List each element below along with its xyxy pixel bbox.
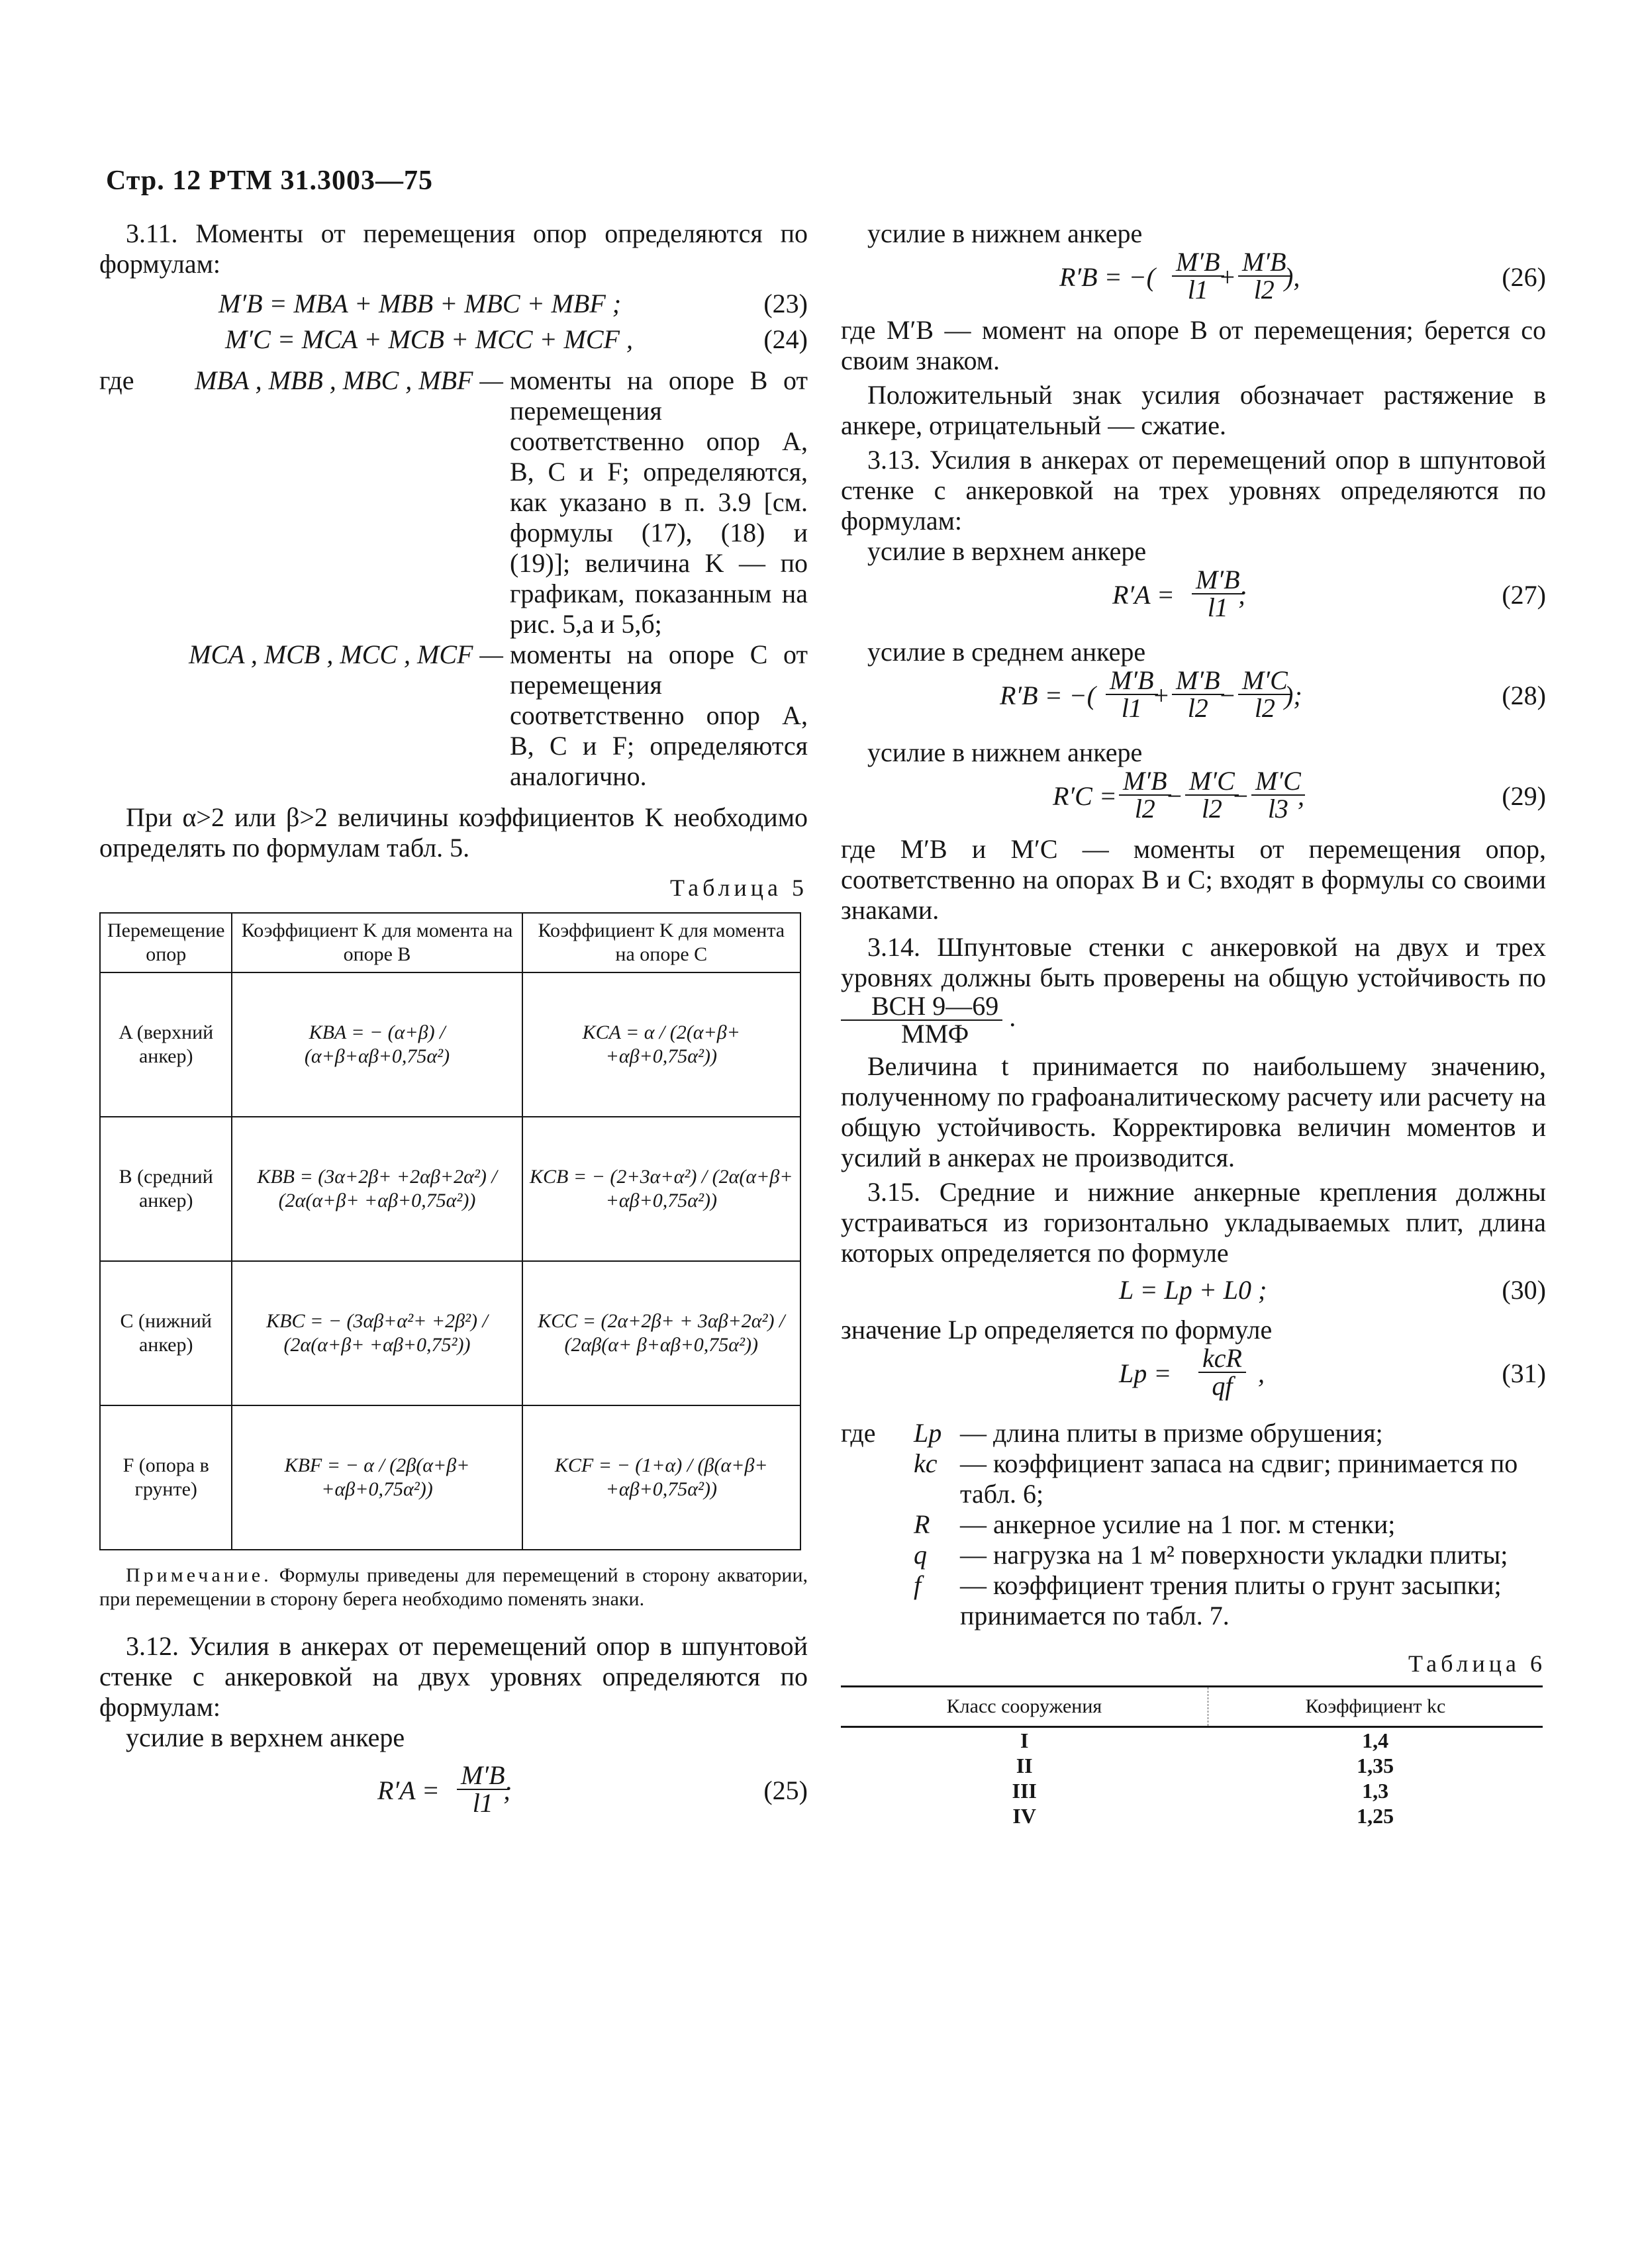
equation-30-formula: L = Lp + L0 ; xyxy=(1119,1275,1267,1305)
glossary-symbol: f xyxy=(914,1570,922,1600)
equation-27-tail: ; xyxy=(1238,580,1247,610)
lower-anchor-label-2: усилие в нижнем анкере xyxy=(867,737,1143,767)
equation-25 xyxy=(99,1762,808,1828)
section-3-14-text: 3.14. Шпунтовые стенки с анкеровкой на двух и трех уровнях должны быть проверены на общую устойчивость по xyxy=(841,932,1546,992)
equation-24 xyxy=(99,324,808,360)
equation-28-fraction-2 xyxy=(1172,667,1224,722)
right-column xyxy=(841,218,1546,1828)
equation-26 xyxy=(841,249,1546,315)
glossary-key xyxy=(841,1509,914,1540)
table-row xyxy=(100,1261,800,1405)
table-5-cell-kb: KBA = − (α+β) / (α+β+αβ+0,75α²) xyxy=(232,972,522,1117)
glossary-description: — длина плиты в призме обрушения; xyxy=(960,1418,1383,1448)
table-row xyxy=(100,972,800,1117)
equation-24-number: (24) xyxy=(763,324,808,354)
table-6-class: II xyxy=(1016,1754,1033,1777)
fraction-denominator: l1 xyxy=(1121,693,1142,723)
table-5-header: Коэффициент K для момента на опоре C xyxy=(522,913,800,972)
glossary-item xyxy=(841,1509,1546,1540)
table-6-caption: Таблица 6 xyxy=(1408,1650,1546,1677)
lp-intro: значение Lp определяется по формуле xyxy=(841,1315,1273,1345)
fraction-denominator: l2 xyxy=(1187,693,1208,723)
table-5-row-label: C (нижний анкер) xyxy=(100,1261,232,1405)
equation-28-fraction-3 xyxy=(1238,667,1292,722)
equation-26-lhs: R′B = −( xyxy=(1059,262,1155,292)
fraction-numerator: ВСН 9—69 xyxy=(841,993,1002,1021)
note-heading: Примечание. xyxy=(126,1564,272,1586)
equation-25-fraction xyxy=(457,1762,509,1817)
glossary-item xyxy=(841,1418,1546,1448)
equation-29 xyxy=(841,768,1546,834)
glossary-description: — коэффициент трения плиты о грунт засыпки; принимается по табл. 7. xyxy=(960,1570,1502,1630)
glossary-key xyxy=(841,1570,914,1631)
vsn-fraction xyxy=(841,993,1002,1047)
table-6-coefficient: 1,35 xyxy=(1357,1754,1394,1777)
equation-27-number: (27) xyxy=(1502,580,1546,610)
equation-28-minus: − xyxy=(1218,681,1236,710)
equation-31-tail: , xyxy=(1258,1358,1265,1388)
equation-28-plus: + xyxy=(1152,681,1170,710)
table-6-coefficient: 1,4 xyxy=(1362,1728,1389,1752)
table-5-caption: Таблица 5 xyxy=(670,874,808,901)
equation-31-lhs: Lp = xyxy=(1119,1358,1172,1388)
fraction-numerator: M′C xyxy=(1251,768,1305,796)
fraction-numerator: M′B xyxy=(1119,768,1171,796)
note-text: Формулы приведены для перемещений в сторону акватории, при перемещении в сторону берега необходимо поменять знаки. xyxy=(99,1564,808,1610)
moment-definitions xyxy=(99,365,808,792)
equation-31-fraction xyxy=(1198,1345,1246,1399)
table-6-header: Класс сооружения xyxy=(841,1687,1208,1727)
equation-30 xyxy=(841,1275,1546,1311)
table-6-header-row xyxy=(841,1687,1543,1727)
glossary-key: где xyxy=(841,1418,876,1448)
table-6-coefficient: 1,3 xyxy=(1362,1779,1389,1803)
glossary-symbol: R xyxy=(914,1509,930,1539)
fraction-numerator: M′B xyxy=(1238,249,1290,277)
glossary-item xyxy=(841,1540,1546,1570)
equation-23-number: (23) xyxy=(763,289,808,318)
equation-31 xyxy=(841,1345,1546,1411)
glossary-description: — анкерное усилие на 1 пог. м стенки; xyxy=(960,1509,1396,1539)
fraction-numerator: M′B xyxy=(1172,249,1224,277)
equation-26-number: (26) xyxy=(1502,262,1546,292)
table-5-cell-kb: KBC = − (3αβ+α²+ +2β²) / (2α(α+β+ +αβ+0,75²)) xyxy=(232,1261,522,1405)
fraction-denominator: l3 xyxy=(1267,794,1288,824)
definition-mc-symbols: MCA , MCB , MCC , MCF — xyxy=(189,639,503,669)
table-row xyxy=(841,1778,1543,1803)
table-5-row-label: A (верхний анкер) xyxy=(100,972,232,1117)
upper-anchor-label-2: усилие в верхнем анкере xyxy=(867,536,1147,566)
fraction-denominator: l2 xyxy=(1254,693,1275,723)
lower-anchor-label: усилие в нижнем анкере xyxy=(867,218,1143,248)
glossary xyxy=(841,1418,1546,1631)
table-row xyxy=(841,1727,1543,1754)
definition-mb-symbols: MBA , MBB , MBC , MBF — xyxy=(195,365,503,395)
upper-anchor-label: усилие в верхнем анкере xyxy=(126,1723,405,1752)
equation-29-minus: − xyxy=(1165,781,1183,811)
table-row xyxy=(100,1117,800,1261)
equation-29-minus-2: − xyxy=(1232,781,1249,811)
fraction-denominator: l1 xyxy=(1187,275,1208,305)
glossary-symbol: Lp xyxy=(914,1418,942,1448)
equation-29-number: (29) xyxy=(1502,781,1546,811)
equation-29-where: где M′B и M′C — моменты от перемещения опор, соответственно на опорах B и C; входят в формулы со своими знаками. xyxy=(841,834,1546,925)
table-6 xyxy=(841,1685,1543,1828)
equation-26-tail: ), xyxy=(1284,262,1300,292)
alpha-beta-paragraph: При α>2 или β>2 величины коэффициентов K необходимо определять по формулам табл. 5. xyxy=(99,802,808,863)
fraction-denominator: qf xyxy=(1212,1371,1233,1401)
equation-28-tail: ); xyxy=(1284,681,1302,710)
table-row xyxy=(100,1405,800,1550)
fraction-numerator: M′B xyxy=(457,1762,509,1790)
table-5-cell-kc: KCA = α / (2(α+β+ +αβ+0,75α²)) xyxy=(522,972,800,1117)
section-3-11: 3.11. Моменты от перемещения опор определяются по формулам: xyxy=(99,218,808,279)
table-5-cell-kc: KCF = − (1+α) / (β(α+β+ +αβ+0,75α²)) xyxy=(522,1405,800,1550)
table-5 xyxy=(99,912,801,1550)
definition-mb xyxy=(99,365,808,639)
definition-mc-text: моменты на опоре C от перемещения соответственно опор A, B, C и F; определяются аналогично. xyxy=(510,639,808,791)
table-row xyxy=(841,1803,1543,1828)
equation-28 xyxy=(841,667,1546,733)
fraction-numerator: M′B xyxy=(1172,667,1224,695)
fraction-denominator: l1 xyxy=(1207,592,1228,622)
table-5-row-label: B (средний анкер) xyxy=(100,1117,232,1261)
table-6-class: IV xyxy=(1012,1804,1036,1828)
fraction-numerator: M′B xyxy=(1106,667,1158,695)
equation-30-number: (30) xyxy=(1502,1275,1546,1305)
equation-23 xyxy=(99,289,808,324)
fraction-denominator: l2 xyxy=(1253,275,1275,305)
equation-26-fraction-2 xyxy=(1238,249,1290,303)
equation-29-fraction-3 xyxy=(1251,768,1305,822)
middle-anchor-label: усилие в среднем анкере xyxy=(867,637,1146,667)
glossary-symbol: q xyxy=(914,1540,927,1570)
glossary-key xyxy=(841,1540,914,1570)
equation-29-tail: , xyxy=(1298,781,1304,811)
section-3-15: 3.15. Средние и нижние анкерные крепления должны устраиваться из горизонтально укладываемых плит, длина которых определяется по формуле xyxy=(841,1177,1546,1268)
sign-paragraph: Положительный знак усилия обозначает растяжение в анкере, отрицательный — сжатие. xyxy=(841,380,1546,440)
equation-28-number: (28) xyxy=(1502,681,1546,710)
equation-26-where: где M′B — момент на опоре B от перемещения; берется со своим знаком. xyxy=(841,315,1546,375)
left-column xyxy=(99,218,808,1828)
fraction-numerator: M′C xyxy=(1238,667,1292,695)
equation-27-lhs: R′A = xyxy=(1112,580,1175,610)
table-6-class: I xyxy=(1020,1728,1029,1752)
table-row xyxy=(841,1753,1543,1778)
fraction-numerator: kcR xyxy=(1198,1345,1246,1373)
equation-25-tail: ; xyxy=(503,1775,512,1805)
table-5-header-row xyxy=(100,913,800,972)
where-label: где xyxy=(99,365,134,395)
table-5-header: Перемещение опор xyxy=(100,913,232,972)
equation-28-fraction-1 xyxy=(1106,667,1158,722)
fraction-denominator: l2 xyxy=(1134,794,1155,824)
definition-mb-text: моменты на опоре B от перемещения соответственно опор A, B, C и F; определяются, как указано в п. 3.9 [см. формулы (17), (18) и (19)]; величина K — по графикам, показанным на рис. 5,а и 5,б; xyxy=(510,365,808,639)
table-5-note xyxy=(99,1564,808,1611)
equation-29-fraction-2 xyxy=(1185,768,1239,822)
table-5-cell-kc: KCB = − (2+3α+α²) / (2α(α+β+ +αβ+0,75α²)) xyxy=(522,1117,800,1261)
equation-29-lhs: R′C = xyxy=(1053,781,1117,811)
table-6-coefficient: 1,25 xyxy=(1357,1804,1394,1828)
equation-27-fraction xyxy=(1192,567,1244,621)
equation-26-plus: + xyxy=(1218,262,1236,292)
section-3-12: 3.12. Усилия в анкерах от перемещений опор в шпунтовой стенке с анкеровкой на двух уровнях определяются по формулам: xyxy=(99,1631,808,1722)
table-5-cell-kc: KCC = (2α+2β+ + 3αβ+2α²) / (2αβ(α+ β+αβ+0,75α²)) xyxy=(522,1261,800,1405)
fraction-denominator: ММФ xyxy=(901,1019,969,1049)
equation-23-formula: M′B = MBA + MBB + MBC + MBF ; xyxy=(218,289,622,318)
equation-31-number: (31) xyxy=(1502,1358,1546,1388)
equation-28-lhs: R′B = −( xyxy=(1000,681,1096,710)
section-3-14: 3.14. Шпунтовые стенки с анкеровкой на двух и трех уровнях должны быть проверены на общую устойчивость по $\frac{\text{ВСН 9—69}}{\text{ММФ}}$ . xyxy=(841,932,1546,1049)
table-5-header: Коэффициент K для момента на опоре B xyxy=(232,913,522,972)
page-header: Стр. 12 РТМ 31.3003—75 xyxy=(106,165,434,196)
table-5-cell-kb: KBB = (3α+2β+ +2αβ+2α²) / (2α(α+β+ +αβ+0,75α²)) xyxy=(232,1117,522,1261)
glossary-item xyxy=(841,1570,1546,1631)
glossary-key xyxy=(841,1448,914,1509)
equation-24-formula: M′C = MCA + MCB + MCC + MCF , xyxy=(225,324,633,354)
fraction-denominator: l2 xyxy=(1201,794,1222,824)
t-value-paragraph: Величина t принимается по наибольшему значению, полученному по графоаналитическому расчету или расчету на общую устойчивость. Корректировка величин моментов и усилий в анкерах не производится. xyxy=(841,1051,1546,1172)
fraction-numerator: M′B xyxy=(1192,567,1244,594)
equation-29-fraction-1 xyxy=(1119,768,1171,822)
table-5-row-label: F (опора в грунте) xyxy=(100,1405,232,1550)
equation-25-lhs: R′A = xyxy=(377,1775,440,1805)
equation-25-number: (25) xyxy=(763,1775,808,1805)
definition-mc xyxy=(99,639,808,792)
table-6-header: Коэффициент kc xyxy=(1208,1687,1543,1727)
glossary-symbol: kc xyxy=(914,1448,938,1478)
table-6-class: III xyxy=(1012,1779,1037,1803)
glossary-description: — нагрузка на 1 м² поверхности укладки плиты; xyxy=(960,1540,1508,1570)
fraction-denominator: l1 xyxy=(472,1788,493,1818)
glossary-description: — коэффициент запаса на сдвиг; принимается по табл. 6; xyxy=(960,1448,1518,1509)
equation-26-fraction-1 xyxy=(1172,249,1224,303)
section-3-13: 3.13. Усилия в анкерах от перемещений опор в шпунтовой стенке с анкеровкой на трех уровнях определяются по формулам: xyxy=(841,445,1546,536)
equation-27 xyxy=(841,567,1546,633)
table-5-cell-kb: KBF = − α / (2β(α+β+ +αβ+0,75α²)) xyxy=(232,1405,522,1550)
glossary-item xyxy=(841,1448,1546,1509)
fraction-numerator: M′C xyxy=(1185,768,1239,796)
